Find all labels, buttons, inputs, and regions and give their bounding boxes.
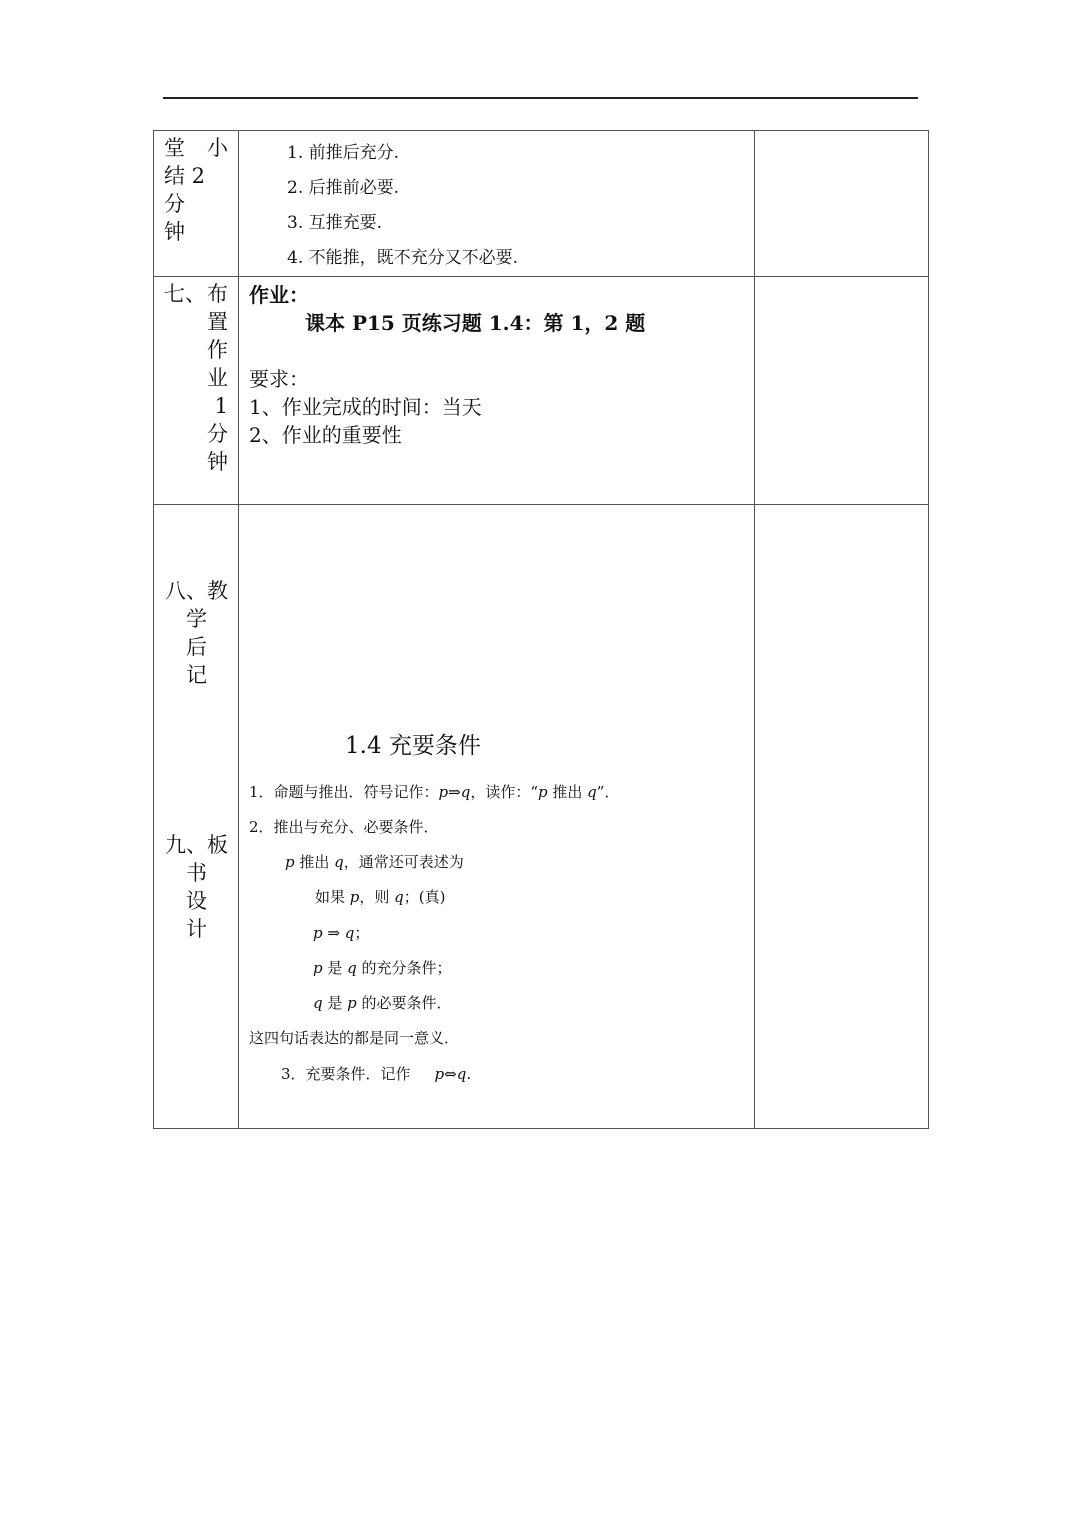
summary-label-cell — [154, 131, 239, 277]
summary-label-line: 结 2 分 — [164, 164, 206, 216]
summary-item: 1. 前推后充分. — [287, 143, 400, 163]
postscript-label-line: 八、教 — [165, 579, 228, 603]
summary-label-char: 堂 — [164, 136, 185, 160]
board-notes-cell — [755, 505, 929, 1129]
summary-item: 4. 不能推，既不充分又不必要. — [287, 248, 519, 268]
homework-heading: 作业： — [249, 283, 309, 307]
board-line: 这四句话表达的都是同一意义． — [249, 1029, 460, 1047]
postscript-board-row — [154, 505, 929, 1129]
board-line: p ⇒ q； — [313, 924, 370, 942]
homework-label-char: 业 — [207, 366, 228, 390]
board-label-char: 设 — [186, 889, 207, 913]
summary-content-cell — [239, 131, 755, 277]
board-label-char: 计 — [186, 917, 207, 941]
requirement-heading: 要求： — [249, 367, 309, 391]
board-label-line: 九、板 — [165, 833, 228, 857]
requirement-item: 2、作业的重要性 — [249, 423, 402, 447]
summary-item: 2. 后推前必要. — [287, 178, 400, 198]
homework-label-char: 布 — [207, 282, 228, 306]
summary-label-line: 钟 — [164, 220, 185, 244]
requirement-item: 1、作业完成的时间：当天 — [249, 395, 482, 419]
homework-assignment: 课本 P15 页练习题 1.4：第 1，2 题 — [305, 311, 646, 335]
header-rule — [163, 97, 918, 99]
summary-item: 3. 互推充要. — [287, 213, 383, 233]
summary-label-char: 小 — [207, 136, 228, 160]
postscript-label-char: 记 — [186, 663, 207, 687]
lesson-plan-table — [153, 130, 929, 1129]
board-label-char: 书 — [186, 861, 207, 885]
board-line: 如果 p，则 q；(真) — [315, 888, 446, 906]
homework-content-cell — [239, 277, 755, 505]
postscript-label-char: 学 — [186, 607, 207, 631]
homework-label-char: 置 — [207, 310, 228, 334]
board-line: p 是 q 的充分条件； — [313, 959, 452, 977]
homework-label-char: 钟 — [207, 450, 228, 474]
homework-label-char: 分 — [207, 422, 228, 446]
postscript-board-label-cell — [154, 505, 239, 1129]
board-content-cell — [239, 505, 755, 1129]
homework-notes-cell — [755, 277, 929, 505]
board-line: p 推出 q，通常还可表述为 — [285, 853, 464, 871]
homework-label-char: 1 — [214, 394, 228, 418]
homework-label-char: 七、 — [164, 282, 206, 306]
board-line: 1．命题与推出．符号记作：p⇒q，读作：“p 推出 q”． — [249, 783, 620, 801]
summary-notes-cell — [755, 131, 929, 277]
homework-label-cell — [154, 277, 239, 505]
summary-row — [154, 131, 929, 277]
board-title: 1.4 充要条件 — [345, 733, 481, 759]
homework-label-char: 作 — [207, 338, 228, 362]
board-line: 2．推出与充分、必要条件． — [249, 818, 439, 836]
board-line: 3．充要条件．记作 p⇔q. — [281, 1065, 472, 1083]
postscript-label-char: 后 — [186, 635, 207, 659]
board-line: q 是 p 的必要条件． — [313, 994, 452, 1012]
homework-row — [154, 277, 929, 505]
